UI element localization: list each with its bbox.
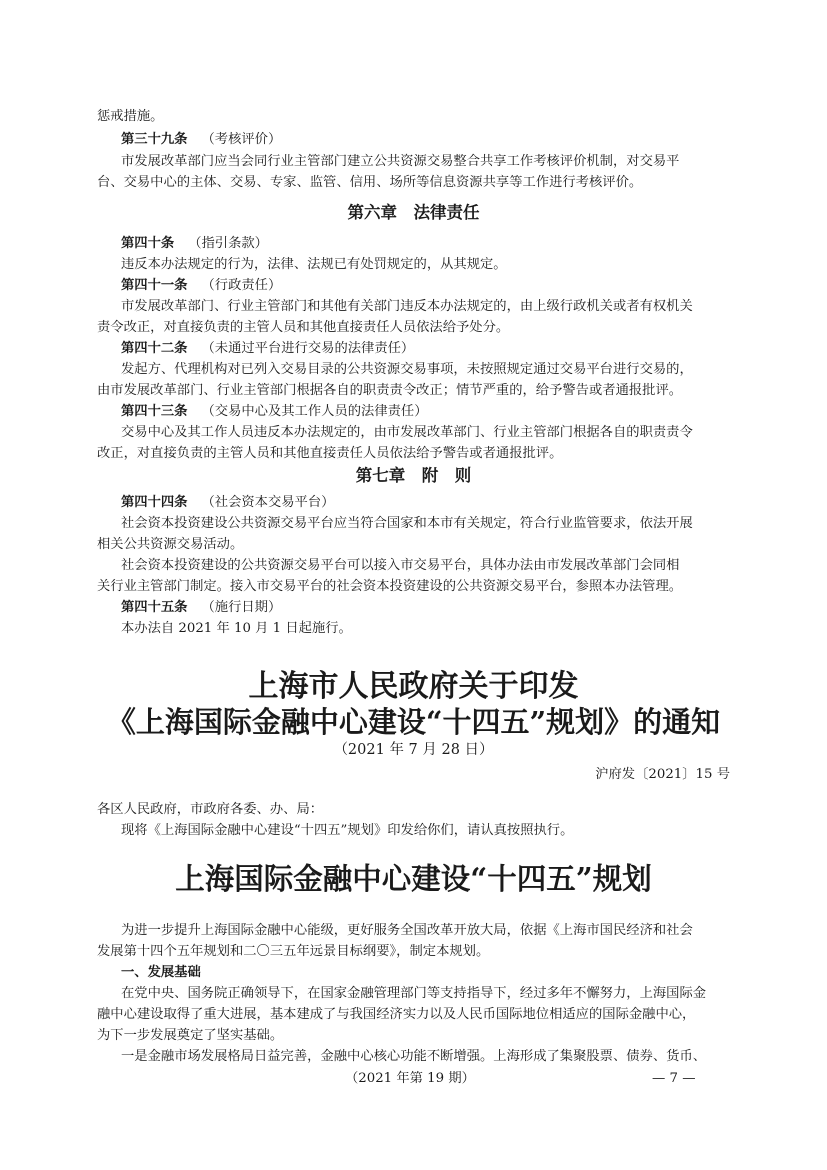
article-43-heading	[121, 402, 428, 421]
article-41-heading	[121, 276, 281, 295]
article-42-heading	[121, 339, 414, 358]
notice-body: 现将《上海国际金融中心建设“十四五”规划》印发给你们，请认真按照执行。	[121, 823, 574, 838]
notice-date: （2021 年 7 月 28 日）	[333, 742, 494, 758]
article-label: 第四十四条	[121, 495, 188, 510]
article-44-heading	[121, 493, 334, 512]
text-line: 交易中心及其工作人员违反本办法规定的，由市发展改革部门、行业主管部门根据各自的职责责令	[121, 425, 693, 440]
article-label: 第四十三条	[121, 404, 188, 419]
page-number: — 7 —	[652, 1071, 696, 1086]
chapter-6-heading: 第六章 法律责任	[347, 203, 480, 222]
article-45-heading	[121, 598, 281, 617]
document-number: 沪府发〔2021〕15 号	[595, 767, 730, 782]
article-40-heading	[121, 234, 268, 253]
article-label: 第四十二条	[121, 341, 188, 356]
text-line: 关行业主管部门制定。接入市交易平台的社会资本投资建设的公共资源交易平台，参照本办法管理。	[97, 579, 683, 594]
text-line: 发展第十四个五年规划和二〇三五年远景目标纲要》，制定本规划。	[97, 944, 490, 959]
article-39-heading	[121, 130, 281, 149]
section-heading: 一、发展基础	[121, 965, 201, 980]
article-note: （行政责任）	[201, 278, 282, 293]
text-line: 改正，对直接负责的主管人员和其他直接责任人员依法给予警告或者通报批评。	[97, 446, 563, 461]
text-line: 市发展改革部门、行业主管部门和其他有关部门违反本办法规定的，由上级行政机关或者有权机关	[121, 299, 693, 314]
text-line: 违反本办法规定的行为，法律、法规已有处罚规定的，从其规定。	[121, 257, 507, 272]
text-line: 发起方、代理机构对已列入交易目录的公共资源交易事项，未按照规定通过交易平台进行交易的，	[121, 362, 693, 377]
article-label: 第四十条	[121, 236, 175, 251]
notice-addressee: 各区人民政府，市政府各委、办、局：	[97, 802, 324, 817]
article-note: （社会资本交易平台）	[201, 495, 335, 510]
article-label: 第四十一条	[121, 278, 188, 293]
notice-title-line-1: 上海市人民政府关于印发	[248, 669, 579, 704]
text-line: 社会资本投资建设的公共资源交易平台可以接入市交易平台，具体办法由市发展改革部门会同相	[121, 558, 680, 573]
text-line: 为下一步发展奠定了坚实基础。	[97, 1028, 284, 1043]
article-label: 第四十五条	[121, 600, 188, 615]
text-line: 惩戒措施。	[97, 109, 164, 124]
text-line: 在党中央、国务院正确领导下，在国家金融管理部门等支持指导下，经过多年不懈努力，上海国际金	[121, 986, 707, 1001]
article-note: （未通过平台进行交易的法律责任）	[201, 341, 415, 356]
chapter-7-heading: 第七章 附 则	[355, 466, 472, 485]
article-note: （指引条款）	[188, 236, 268, 251]
text-line: 由市发展改革部门、行业主管部门根据各自的职责责令改正；情节严重的，给予警告或者通报批评。	[97, 383, 683, 398]
plan-title: 上海国际金融中心建设“十四五”规划	[175, 861, 652, 896]
article-note: （施行日期）	[201, 600, 282, 615]
text-line: 为进一步提升上海国际金融中心能级，更好服务全国改革开放大局，依据《上海市国民经济和社会	[121, 923, 693, 938]
text-line: 相关公共资源交易活动。	[97, 537, 244, 552]
article-label: 第三十九条	[121, 132, 188, 147]
text-line: 市发展改革部门应当会同行业主管部门建立公共资源交易整合共享工作考核评价机制，对交易平	[121, 154, 680, 169]
text-line: 本办法自 2021 年 10 月 1 日起施行。	[121, 621, 352, 636]
text-line: 责令改正，对直接负责的主管人员和其他直接责任人员依法给予处分。	[97, 320, 510, 335]
text-line: 融中心建设取得了重大进展，基本建成了与我国经济实力以及人民币国际地位相适应的国际金融中心，	[97, 1007, 696, 1022]
text-line: 社会资本投资建设公共资源交易平台应当符合国家和本市有关规定，符合行业监管要求，依法开展	[121, 516, 693, 531]
issue-number: （2021 年第 19 期）	[345, 1071, 475, 1086]
notice-title-line-2: 《上海国际金融中心建设“十四五”规划》的通知	[106, 705, 721, 739]
article-note: （考核评价）	[201, 132, 282, 147]
text-line: 台、交易中心的主体、交易、专家、监管、信用、场所等信息资源共享等工作进行考核评价。	[97, 175, 643, 190]
text-line: 一是金融市场发展格局日益完善，金融中心核心功能不断增强。上海形成了集聚股票、债券、货币、	[121, 1049, 707, 1064]
article-note: （交易中心及其工作人员的法律责任）	[201, 404, 428, 419]
